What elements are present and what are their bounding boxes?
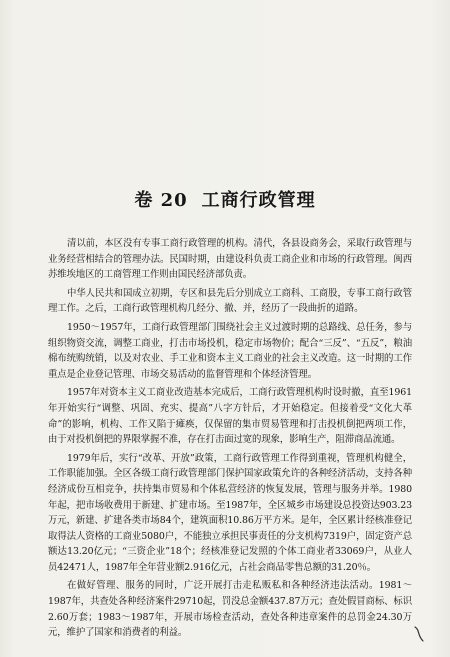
pen-mark-icon (412, 625, 428, 643)
paragraph-pre-qing-history: 清以前，本区没有专事工商行政管理的机构。清代，各县设商务会，采取行政管理与业务经营相结合的管理办法。民国时期，由建设科负责工商企业和市场的行政管理。闽西苏维埃地区的工商管理工作则由国民经济部负责。 (48, 238, 412, 281)
chapter-title (0, 186, 450, 212)
chapter-name: 工商行政管理 (201, 190, 316, 211)
paragraph-1957-1961: 1957年对资本主义工商业改造基本完成后，工商行政管理机构时设时撤，直至1961年开始实行“调整、巩固、充实、提高”八字方针后，才开始稳定。但接着受“文化大革命”的影响，机构、工作又陷于瘫痪，仅保留的集市贸易管理和打击投机倒把两项工作，由于对投机倒把的界限掌握不准，存在打击面过宽的现象，影响生产，阻滞商品流通。 (48, 387, 412, 446)
chapter-body-text (48, 236, 412, 644)
paragraph-enforcement: 在做好管理、服务的同时，广泛开展打击走私贩私和各种经济违法活动。1981～1987年，共查处各种经济案件29710起，罚没总金额437.87万元；查处假冒商标、标识2.60万套；1983～1987年，开展市场检查活动，查处各种违章案件的总罚金24.30万元，维护了国家和消费者的利益。 (48, 580, 412, 639)
chapter-volume-number: 卷 20 (134, 190, 188, 211)
paragraph-1950-1957: 1950～1957年，工商行政管理部门围绕社会主义过渡时期的总路线、总任务，参与组织物资交流，调整工商业，打击市场投机，稳定市场物价；配合“三反”、“五反”，粮油棉布统购统销，以及对农业、手工业和资本主义工商业的社会主义改造。这一时期的工作重点是企业登记管理、市场交易活动的监督管理和个体经济管理。 (48, 321, 412, 380)
paragraph-1979-reform: 1979年后，实行“改革、开放”政策，工商行政管理工作得到重视，管理机构健全，工作职能加强。全区各级工商行政管理部门保护国家政策允许的各种经济活动，支持各种经济成份互相竞争，扶持集市贸易和个体私营经济的恢复发展，管理与服务并举。1980年起，把市场收费用于新建、扩建市场。至1987年，全区城乡市场建设总投资达903.23万元，新建、扩建各类市场84个，建筑面积10.86万平方米。是年，全区累计经核准登记取得法人资格的工商业5080户，不能独立承担民事责任的分支机构7319户，固定资产总额达13.20亿元；“三资企业”18个；经核准登记发照的个体工商业者33069户，从业人员42471人，1987年全年营业额2.916亿元，占社会商品零售总额的31.20％。 (48, 452, 412, 573)
paragraph-prc-founding: 中华人民共和国成立初期，专区和县先后分别成立工商科、工商股，专事工商行政管理工作。之后，工商行政管理机构几经分、撤、并，经历了一段曲折的道路。 (48, 287, 412, 315)
